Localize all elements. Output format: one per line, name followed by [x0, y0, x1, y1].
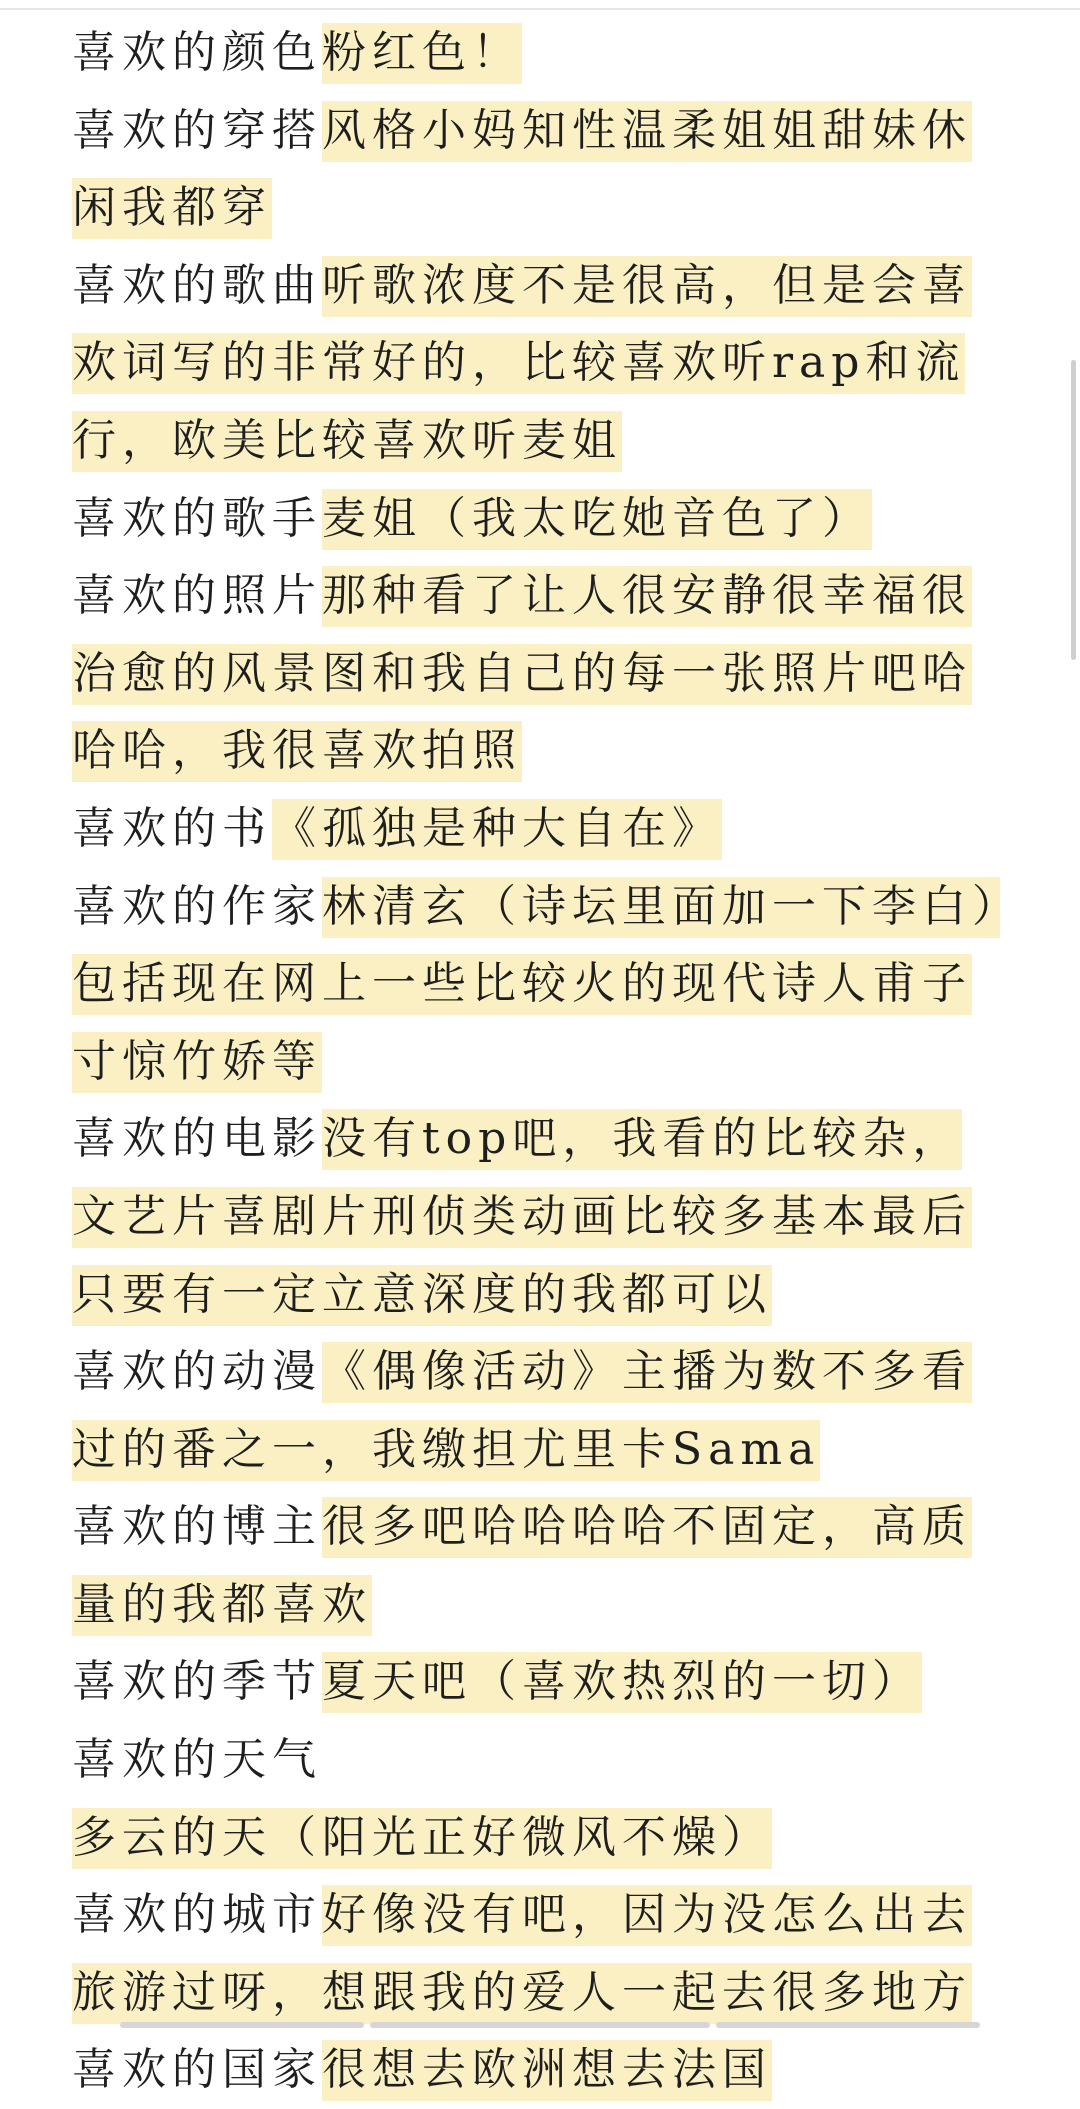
entry-answer-highlight: 很想去欧洲想去法国 [322, 2040, 772, 2101]
entry-answer-highlight: 风格小妈知性温柔姐姐甜妹休闲我都穿 [72, 101, 972, 240]
entry-label: 喜欢的城市 [72, 1889, 322, 1941]
entry-label: 喜欢的电影 [72, 1113, 322, 1165]
entry-label: 喜欢的歌曲 [72, 259, 322, 311]
entry-writer [72, 868, 1012, 1101]
entry-answer-highlight: 听歌浓度不是很高，但是会喜欢词写的非常好的，比较喜欢听rap和流行，欧美比较喜欢听麦姐 [72, 256, 972, 472]
entry-label: 喜欢的作家 [72, 880, 322, 932]
entry-song [72, 247, 1012, 480]
entry-photo [72, 557, 1012, 790]
entry-answer-highlight: 好像没有吧，因为没怎么出去旅游过呀，想跟我的爱人一起去很多地方 [72, 1885, 972, 2024]
entry-answer-highlight: 麦姐（我太吃她音色了） [322, 489, 872, 550]
entry-label: 喜欢的书 [72, 802, 272, 854]
entry-answer-highlight: 那种看了让人很安静很幸福很治愈的风景图和我自己的每一张照片吧哈哈哈，我很喜欢拍照 [72, 566, 972, 782]
entry-label: 喜欢的歌手 [72, 492, 322, 544]
entry-answer-highlight: 粉红色！ [322, 23, 522, 84]
entry-book [72, 790, 1012, 868]
entry-blogger [72, 1488, 1012, 1643]
entry-answer-highlight: 《偶像活动》主播为数不多看过的番之一，我缴担尤里卡Sama [72, 1342, 972, 1481]
entry-label: 喜欢的博主 [72, 1501, 322, 1553]
entry-season [72, 1643, 1012, 1721]
entry-answer-highlight: 很多吧哈哈哈哈不固定，高质量的我都喜欢 [72, 1497, 972, 1636]
vertical-scrollbar[interactable] [1071, 360, 1076, 660]
entry-label: 喜欢的颜色 [72, 27, 322, 78]
entry-city [72, 1876, 1012, 2031]
entry-label: 喜欢的穿搭 [72, 104, 322, 156]
entry-answer-highlight: 林清玄（诗坛里面加一下李白）包括现在网上一些比较火的现代诗人甫子寸惊竹娇等 [72, 877, 1000, 1093]
entry-label: 喜欢的天气 [72, 1734, 322, 1786]
entry-answer-highlight: 夏天吧（喜欢热烈的一切） [322, 1652, 922, 1713]
indicator-segment [370, 2022, 710, 2028]
entry-label: 喜欢的季节 [72, 1656, 322, 1708]
entry-label: 喜欢的国家 [72, 2044, 322, 2096]
entry-singer [72, 480, 1012, 558]
indicator-segment [120, 2022, 364, 2028]
entry-weather [72, 1721, 1012, 1876]
indicator-segment [716, 2022, 980, 2028]
entry-outfit [72, 92, 1012, 247]
top-divider [0, 8, 1080, 10]
entry-label: 喜欢的动漫 [72, 1346, 322, 1398]
document-body [72, 14, 1012, 2109]
entry-country [72, 2031, 1012, 2109]
entry-anime [72, 1333, 1012, 1488]
entry-answer-highlight: 多云的天（阳光正好微风不燥） [72, 1808, 772, 1869]
entry-label: 喜欢的照片 [72, 570, 322, 622]
entry-answer-highlight: 没有top吧，我看的比较杂，文艺片喜剧片刑侦类动画比较多基本最后只要有一定立意深度的我都可以 [72, 1109, 972, 1325]
entry-movie [72, 1100, 1012, 1333]
bottom-scroll-indicator [120, 2022, 990, 2030]
entry-answer-highlight: 《孤独是种大自在》 [272, 799, 722, 860]
entry-color [72, 14, 1012, 92]
